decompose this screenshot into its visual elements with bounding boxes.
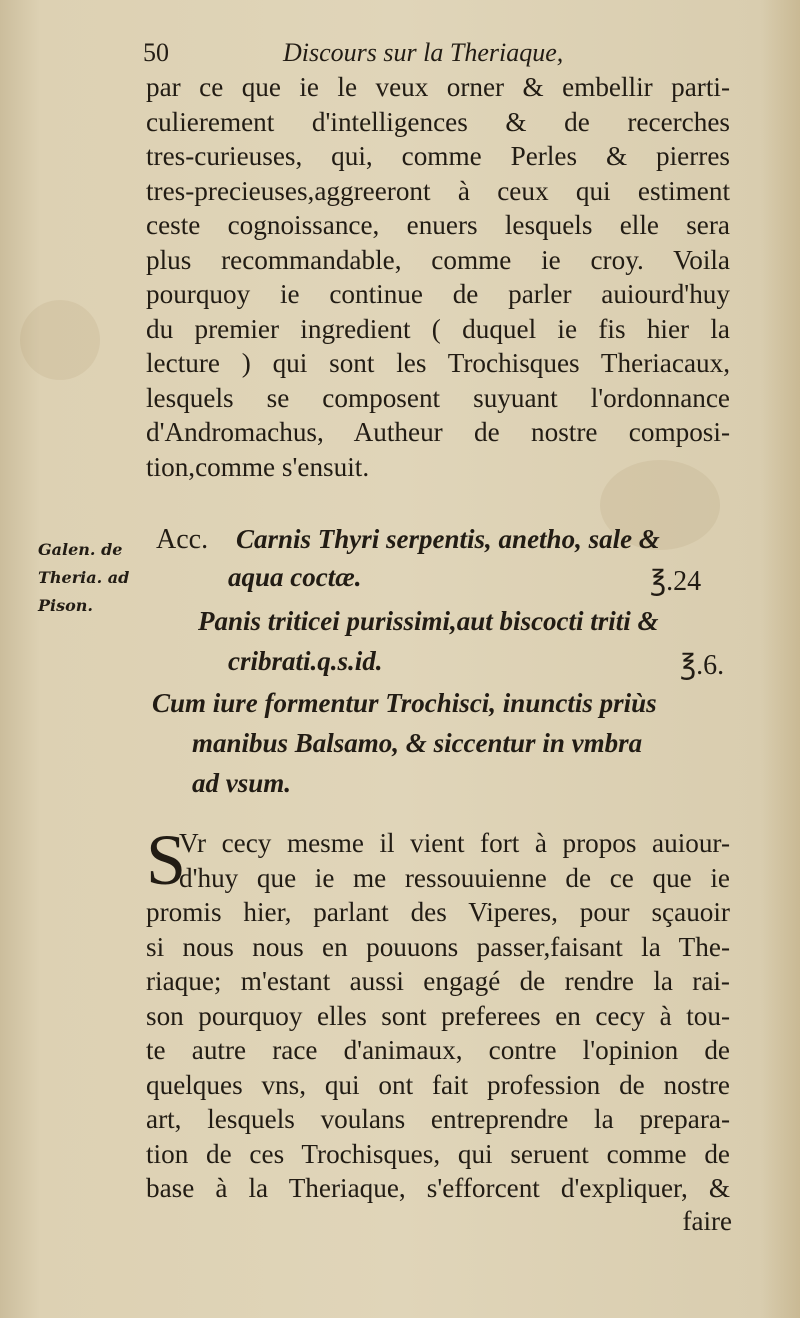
text-line: si nous nous en pouuons passer,faisant la The- — [146, 931, 730, 962]
text-line: tres-curieuses, qui, comme Perles & pierres — [146, 141, 730, 171]
recipe-line: Carnis Thyri serpentis, anetho, sale & — [236, 524, 660, 554]
text-line: art, lesquels voulans entreprendre la prepara- — [146, 1104, 730, 1134]
paper-stain — [20, 300, 100, 380]
catchword: faire — [682, 1206, 732, 1236]
text-line: tion,comme s'ensuit. — [146, 451, 370, 482]
text-line: tres-precieuses,aggreeront à ceux qui estiment — [146, 175, 730, 206]
drop-cap: S — [146, 820, 187, 900]
text-line: culierement d'intelligences & de recerches — [146, 106, 730, 137]
text-line: base à la Theriaque, s'efforcent d'expliquer, & — [146, 1173, 730, 1203]
recipe-line: Cum iure formentur Trochisci, inunctis priùs — [152, 688, 657, 718]
paragraph-1 — [146, 70, 730, 484]
text-line: quelques vns, qui ont fait profession de nostre — [146, 1069, 730, 1100]
margin-note-line: Pison. — [38, 596, 93, 615]
text-line: pourquoy ie continue de parler auiourd'huy — [146, 279, 730, 309]
recipe-quantity: ℥.6. — [680, 650, 725, 681]
text-line: lesquels se composent suyuant l'ordonnance — [146, 382, 730, 413]
text-line: d'huy que ie me ressouuienne de ce que ie — [179, 862, 730, 893]
text-line: plus recommandable, comme ie croy. Voila — [146, 244, 730, 275]
text-line: ceste cognoissance, enuers lesquels elle sera — [146, 210, 730, 240]
text-line: promis hier, parlant des Viperes, pour sçauoir — [146, 897, 730, 927]
margin-note-line: Galen. de — [38, 540, 123, 559]
recipe-line: ad vsum. — [192, 768, 292, 798]
text-line: par ce que ie le veux orner & embellir parti- — [146, 72, 730, 102]
paragraph-2 — [146, 820, 730, 1206]
text-line: du premier ingredient ( duquel ie fis hier la — [146, 313, 730, 344]
recipe-line: cribrati.q.s.id. — [228, 646, 383, 676]
recipe-acc: Acc. — [156, 524, 209, 555]
running-title: Discours sur la Theriaque, — [283, 38, 564, 67]
recipe-line: manibus Balsamo, & siccentur in vmbra — [192, 728, 643, 758]
margin-note-line: Theria. ad — [38, 568, 130, 587]
recipe-line: Panis triticei purissimi,aut biscocti triti & — [198, 606, 659, 636]
text-line: son pourquoy elles sont preferees en cecy à tou- — [146, 1000, 730, 1031]
page-number: 50 — [143, 38, 169, 67]
text-line: tion de ces Trochisques, qui seruent comme de — [146, 1138, 730, 1169]
text-line: d'Andromachus, Autheur de nostre composi- — [146, 417, 730, 447]
text-line: riaque; m'estant aussi engagé de rendre la rai- — [146, 966, 730, 996]
text-line: te autre race d'animaux, contre l'opinion de — [146, 1035, 730, 1065]
page-header — [143, 38, 733, 72]
text-line: lecture ) qui sont les Trochisques Theriacaux, — [146, 348, 730, 378]
recipe-line: aqua coctæ. — [228, 562, 362, 592]
recipe-quantity: ℥.24 — [650, 566, 702, 597]
text-line: Vr cecy mesme il vient fort à propos auiour- — [179, 828, 730, 858]
margin-note — [38, 536, 138, 620]
